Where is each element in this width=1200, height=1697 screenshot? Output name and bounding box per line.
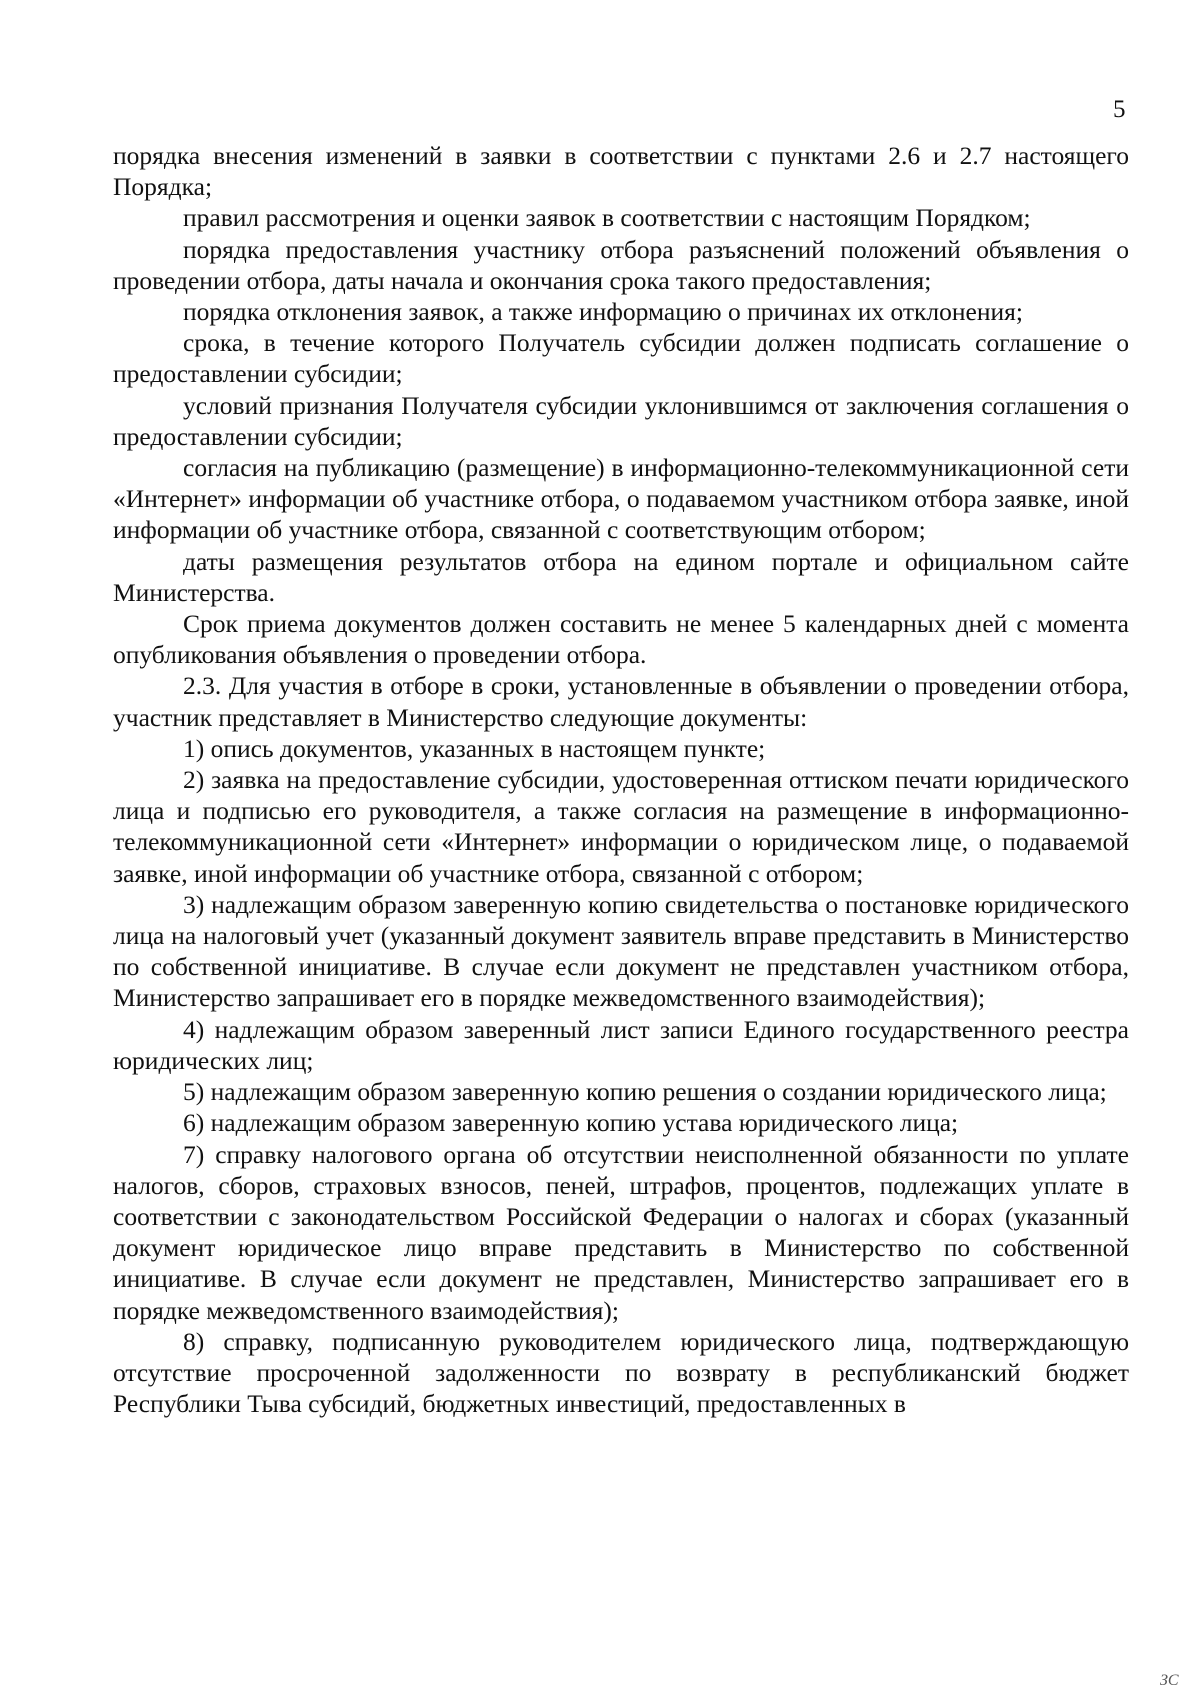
paragraph: даты размещения результатов отбора на едином портале и официальном сайте Министерства. (113, 546, 1129, 607)
paragraph: правил рассмотрения и оценки заявок в соответствии с настоящим Порядком; (183, 203, 1031, 233)
list-item: 6) надлежащим образом заверенную копию устава юридического лица; (183, 1108, 959, 1138)
paragraph: порядка отклонения заявок, а также информацию о причинах их отклонения; (183, 297, 1023, 327)
paragraph: порядка предоставления участнику отбора разъяснений положений объявления о проведении отбора, даты начала и окончания срока такого предоставления; (113, 234, 1129, 295)
paragraph: согласия на публикацию (размещение) в информационно-телекоммуникационной сети «Интернет» информации об участнике отбора, о подаваемом участником отбора заявке, иной информации об участнике отбора, связанной с соответствующим отбором; (113, 453, 1129, 545)
list-item: 1) опись документов, указанных в настоящем пункте; (183, 733, 766, 763)
document-body (113, 140, 1129, 1419)
paragraph: порядка внесения изменений в заявки в соответствии с пунктами 2.6 и 2.7 настоящего Порядка; (113, 141, 1129, 202)
paragraph: условий признания Получателя субсидии уклонившимся от заключения соглашения о предоставлении субсидии; (113, 390, 1129, 451)
list-item: 2) заявка на предоставление субсидии, удостоверенная оттиском печати юридического лица и подписью его руководителя, а также согласия на размещение в информационно-телекоммуникационной сети «Интернет» информации о юридическом лице, о подаваемой заявке, иной информации об участнике отбора, связанной с отбором; (113, 765, 1129, 888)
list-item: 4) надлежащим образом заверенный лист записи Единого государственного реестра юридических лиц; (113, 1014, 1129, 1075)
page-number: 5 (1113, 96, 1126, 123)
paragraph: Срок приема документов должен составить не менее 5 календарных дней с момента опубликования объявления о проведении отбора. (113, 609, 1129, 670)
paragraph: срока, в течение которого Получатель субсидии должен подписать соглашение о предоставлении субсидии; (113, 328, 1129, 389)
list-item: 3) надлежащим образом заверенную копию свидетельства о постановке юридического лица на налоговый учет (указанный документ заявитель вправе представить в Министерство по собственной инициативе. В случае если документ не представлен участником отбора, Министерство запрашивает его в порядке межведомственного взаимодействия); (113, 889, 1129, 1013)
handwritten-margin-mark: ЗС (1160, 1672, 1179, 1689)
list-item: 8) справку, подписанную руководителем юридического лица, подтверждающую отсутствие просроченной задолженности по возврату в республиканский бюджет Республики Тыва субсидий, бюджетных инвестиций, предоставленных в (113, 1326, 1129, 1419)
section-heading-paragraph: 2.3. Для участия в отборе в сроки, установленные в объявлении о проведении отбора, участник представляет в Министерство следующие документы: (113, 671, 1129, 732)
list-item: 5) надлежащим образом заверенную копию решения о создании юридического лица; (183, 1077, 1107, 1107)
list-item: 7) справку налогового органа об отсутствии неисполненной обязанности по уплате налогов, сборов, страховых взносов, пеней, штрафов, процентов, подлежащих уплате в соответствии с законодательством Российской Федерации о налогах и сборах (указанный документ юридическое лицо вправе представить в Министерство по собственной инициативе. В случае если документ не представлен, Министерство запрашивает его в порядке межведомственного взаимодействия); (113, 1139, 1129, 1325)
